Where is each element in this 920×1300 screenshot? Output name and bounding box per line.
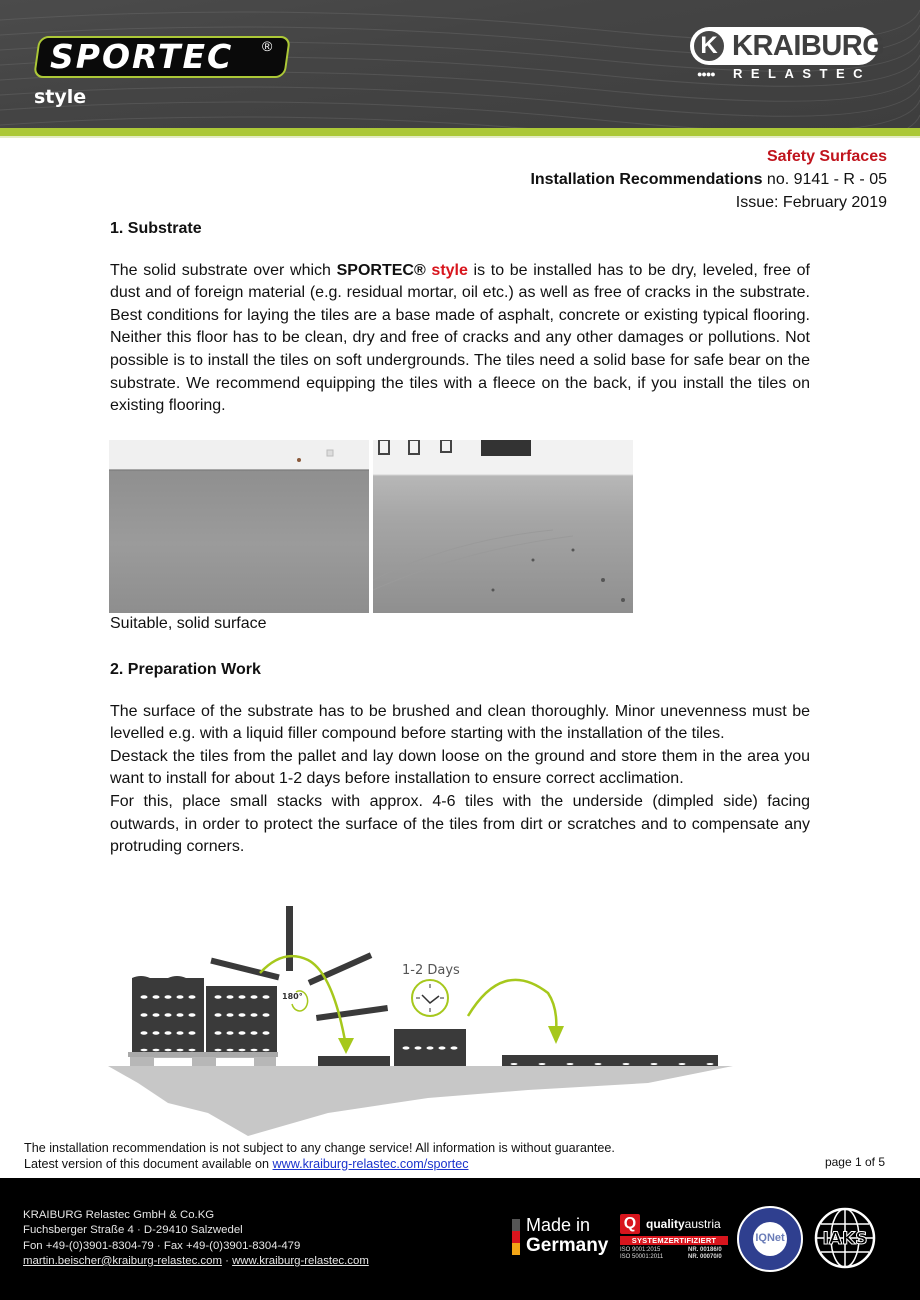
company-name: KRAIBURG Relastec GmbH & Co.KG <box>23 1209 215 1221</box>
concrete-floor-photo <box>373 440 633 613</box>
section-paragraph: Destack the tiles from the pallet and lay down loose on the ground and store them in the area you want to install for about 1-2 days before installation to ensure correct acclimation. <box>110 747 810 788</box>
relastec-dots-icon: ●●●● <box>697 69 715 79</box>
iaks-globe-icon <box>812 1205 878 1271</box>
document-meta <box>530 145 887 214</box>
made-in-text <box>526 1215 608 1256</box>
quality-austria-q-icon: Q <box>620 1214 640 1234</box>
product-name-inline: style <box>431 261 468 279</box>
iso-standard: ISO 9001:2015 <box>620 1247 661 1253</box>
section-paragraph <box>110 260 810 418</box>
iso-standard: ISO 50001:2011 <box>620 1254 664 1260</box>
separator: · <box>221 1254 233 1267</box>
company-address <box>23 1208 369 1269</box>
document-type: Installation Recommendations <box>530 171 763 188</box>
text: austria <box>684 1217 721 1231</box>
text: quality <box>646 1217 685 1231</box>
text: is to be installed has to be dry, leveled, free of dust and of foreign material (e.g. residual mortar, oil etc.) as well as free of cracks in the substrate. Best conditions for laying the tiles are a base made of asphalt, concrete or existing typical flooring. Neither this floor has to be clean, dry and free of cracks and any other damages or pollutions. Not possible is to install the tiles on soft undergrounds. The tiles need a solid base for safe bear on the substrate. We recommend equipping the tiles with a fleece on the back, if you install the tiles on existing flooring. <box>110 261 811 415</box>
certified-label: SYSTEMZERTIFIZIERT <box>620 1236 728 1245</box>
section-paragraph: The surface of the substrate has to be brushed and clean thoroughly. Minor unevenness must be levelled e.g. with a liquid filler compound before starting with the installation of the tiles. <box>110 702 810 743</box>
section-paragraph: For this, place small stacks with approx. 4-6 tiles with the underside (dimpled side) facing outwards, in order to protect the surface of the tiles from dirt or scratches and to compensate any protruding corners. <box>110 792 810 856</box>
document-type-line <box>530 168 887 191</box>
photo-detail <box>109 440 369 613</box>
email-link[interactable]: martin.beischer@kraiburg-relastec.com <box>23 1254 222 1267</box>
relastec-logo-text: RELASTEC <box>733 66 872 81</box>
kraiburg-logo-text: KRAIBURG <box>732 30 885 62</box>
section-substrate <box>110 218 810 418</box>
german-flag-icon <box>512 1219 520 1255</box>
acclimation-illustration <box>108 898 738 1138</box>
contact-links <box>23 1254 369 1269</box>
germany-line: Germany <box>526 1235 609 1256</box>
iqnet-certified-badge <box>737 1206 803 1272</box>
document-category: Safety Surfaces <box>766 148 887 165</box>
document-number: no. 9141 - R - 05 <box>762 171 887 188</box>
section-title: 1. Substrate <box>110 220 202 237</box>
document-issue: Issue: February 2019 <box>735 194 887 211</box>
disclaimer <box>24 1141 615 1172</box>
text: The solid substrate over which <box>110 261 337 279</box>
sportec-logo-text: SPORTEC <box>50 37 234 76</box>
website-link[interactable]: www.kraiburg-relastec.com <box>232 1254 369 1267</box>
section-title: 2. Preparation Work <box>110 661 261 678</box>
photo-row <box>109 440 635 613</box>
header-accent-band <box>0 128 920 136</box>
concrete-floor-photo <box>109 440 369 613</box>
rotation-label: 180° <box>282 992 303 1001</box>
kraiburg-k-icon: K <box>691 28 727 64</box>
disclaimer-line <box>24 1157 615 1173</box>
quality-austria-name <box>646 1217 721 1231</box>
iaks-text: IAKS <box>822 1229 868 1249</box>
photo-caption: Suitable, solid surface <box>110 615 267 632</box>
header-accent-line <box>0 136 920 138</box>
iqnet-text: IQNet <box>755 1232 785 1244</box>
made-in-line: Made in <box>526 1215 591 1235</box>
sportec-document-link[interactable]: www.kraiburg-relastec.com/sportec <box>272 1156 469 1171</box>
product-name: style <box>34 86 87 108</box>
photo-detail <box>373 440 633 613</box>
text: Latest version of this document available on <box>24 1156 273 1171</box>
phone-fax: Fon +49-(0)3901-8304-79 · Fax +49-(0)3901-8304-479 <box>23 1239 301 1252</box>
cert-number: NR. 00186/0 <box>688 1247 722 1253</box>
section-preparation-work <box>110 659 810 859</box>
duration-label: 1-2 Days <box>402 963 460 978</box>
street-address: Fuchsberger Straße 4 · D-29410 Salzwedel <box>23 1224 243 1237</box>
registered-mark: ® <box>262 38 273 54</box>
brand-name: SPORTEC® <box>336 261 426 279</box>
iso-numbers <box>620 1247 728 1261</box>
disclaimer-line: The installation recommendation is not subject to any change service! All information is without guarantee. <box>24 1141 615 1155</box>
quality-austria-badge <box>620 1214 730 1264</box>
page-number: page 1 of 5 <box>824 1155 885 1169</box>
cert-number: NR. 00070/0 <box>688 1254 722 1260</box>
